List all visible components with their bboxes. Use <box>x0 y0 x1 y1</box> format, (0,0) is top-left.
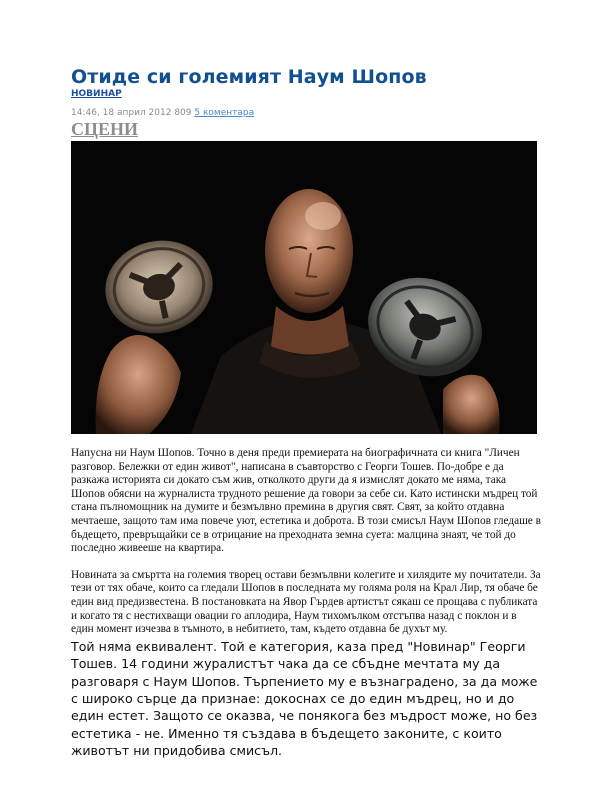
article-paragraph: Новината за смъртта на големия творец остави безмълвни колегите и хилядите му почитатели. За тези от тях обаче, които са гледали Шопов в последната му голяма роля на Крал Лир, тя обаче бе един вид предизвестена. В постановката на Явор Гърдев артистът сякаш се прощава с публиката и когато тя с нестихващи овации го аплодира, Наум тихомълком отстъпва назад с поклон и в един момент изчезва в тъмнотo, в небитието, там, където отдавна бе духът му. <box>71 568 541 636</box>
article-title: Отиде си големият Наум Шопов <box>71 66 427 88</box>
article-paragraph: Напусна ни Наум Шопов. Точно в деня преди премиерата на биографичната си книга "Личен разговор. Бележки от един живот", написана в съавторство с Георги Тошев. По-добре е да разкажа историята си докато съм жив, отколкото други да я измислят докато ме няма, така Шопов обясни на журналиста трудното решение да говори за себе си. Като истински мъдрец той стана пълномощник на думите и безмълвно премина в другия свят. Свят, за който отдавна мечтаеше, защото там има повече уют, естетика и доброта. В този смисъл Наум Шопов гледаше в бъдещето, превръщайки се в отрицание на преходната земна суета: малцина знаят, че той до последно живееше на квартира. <box>71 447 541 555</box>
section-link[interactable]: НОВИНАР <box>71 89 122 99</box>
category-heading[interactable]: СЦЕНИ <box>71 119 139 139</box>
article <box>71 66 541 760</box>
article-quote: Той няма еквивалент. Той е категория, каза пред "Новинар" Георги Тошев. 14 години журалистът чака да се сбъдне мечтата му да разговаря с Наум Шопов. Търпението му е възнаградено, за да може с широко сърце да признае: докоснах се до един мъдрец, но и до един естет. Защото се оказва, че понякога без мъдрост може, но без естетика - не. Именно тя създава в бъдещето законите, с които животът ни придобива смисъл. <box>71 638 538 759</box>
person-holding-film-reels-icon <box>71 141 537 434</box>
view-count: 809 <box>174 108 192 118</box>
article-meta <box>71 108 541 119</box>
article-photo <box>71 141 537 434</box>
publish-datetime: 14:46, 18 април 2012 <box>71 108 172 118</box>
comments-link[interactable]: 5 коментара <box>194 108 255 118</box>
